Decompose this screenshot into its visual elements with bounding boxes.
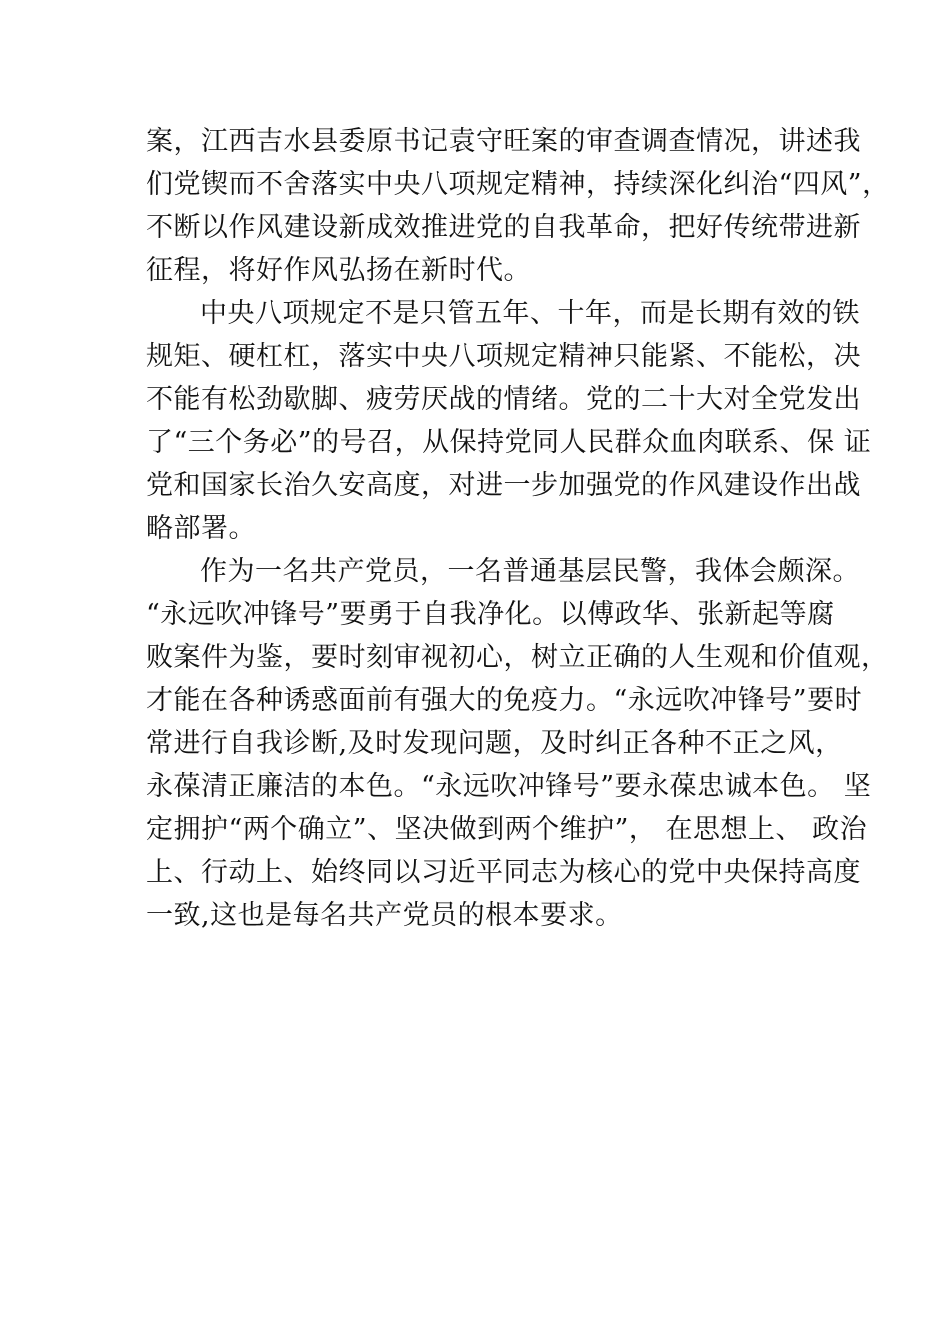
text-line: 案，江西吉水县委原书记袁守旺案的审查调查情况，讲述我 [146,126,861,157]
text-line: 党和国家长治久安高度，对进一步加强党的作风建设作出战 [146,470,861,501]
paragraph-1 [146,120,890,292]
text-line: 永葆清正廉洁的本色。“永远吹冲锋号”要永葆忠诚本色。 坚 [146,771,872,802]
paragraph-2 [146,292,872,550]
text-line: 作为一名共产党员，一名普通基层民警，我体会颇深。 [200,556,860,587]
text-line: 不能有松劲歇脚、疲劳厌战的情绪。党的二十大对全党发出 [146,384,861,415]
text-line: “永远吹冲锋号”要勇于自我净化。以傅政华、张新起等腐 [146,599,835,630]
text-line: 上、行动上、始终同以习近平同志为核心的党中央保持高度 [146,857,861,888]
text-line: 败案件为鉴，要时刻审视初心，树立正确的人生观和价值观， [146,642,889,673]
text-line: 了“三个务必”的号召，从保持党同人民群众血肉联系、保 证 [146,427,872,458]
text-line: 定拥护“两个确立”、坚决做到两个维护”， 在思想上、 政治 [146,814,868,845]
text-line: 征程，将好作风弘扬在新时代。 [146,255,531,286]
text-line: 不断以作风建设新成效推进党的自我革命，把好传统带进新 [146,212,861,243]
text-line: 略部署。 [146,513,256,544]
text-line: 们党锲而不舍落实中央八项规定精神，持续深化纠治“四风”， [146,169,890,200]
text-line: 才能在各种诱惑面前有强大的免疫力。“永远吹冲锋号”要时 [146,685,863,716]
text-line: 常进行自我诊断,及时发现问题，及时纠正各种不正之风， [146,728,843,759]
text-line: 一致,这也是每名共产党员的根本要求。 [146,900,623,931]
paragraph-3 [146,550,889,937]
text-line: 规矩、硬杠杠，落实中央八项规定精神只能紧、不能松，决 [146,341,861,372]
text-line: 中央八项规定不是只管五年、十年，而是长期有效的铁 [200,298,860,329]
document-body [146,120,890,937]
